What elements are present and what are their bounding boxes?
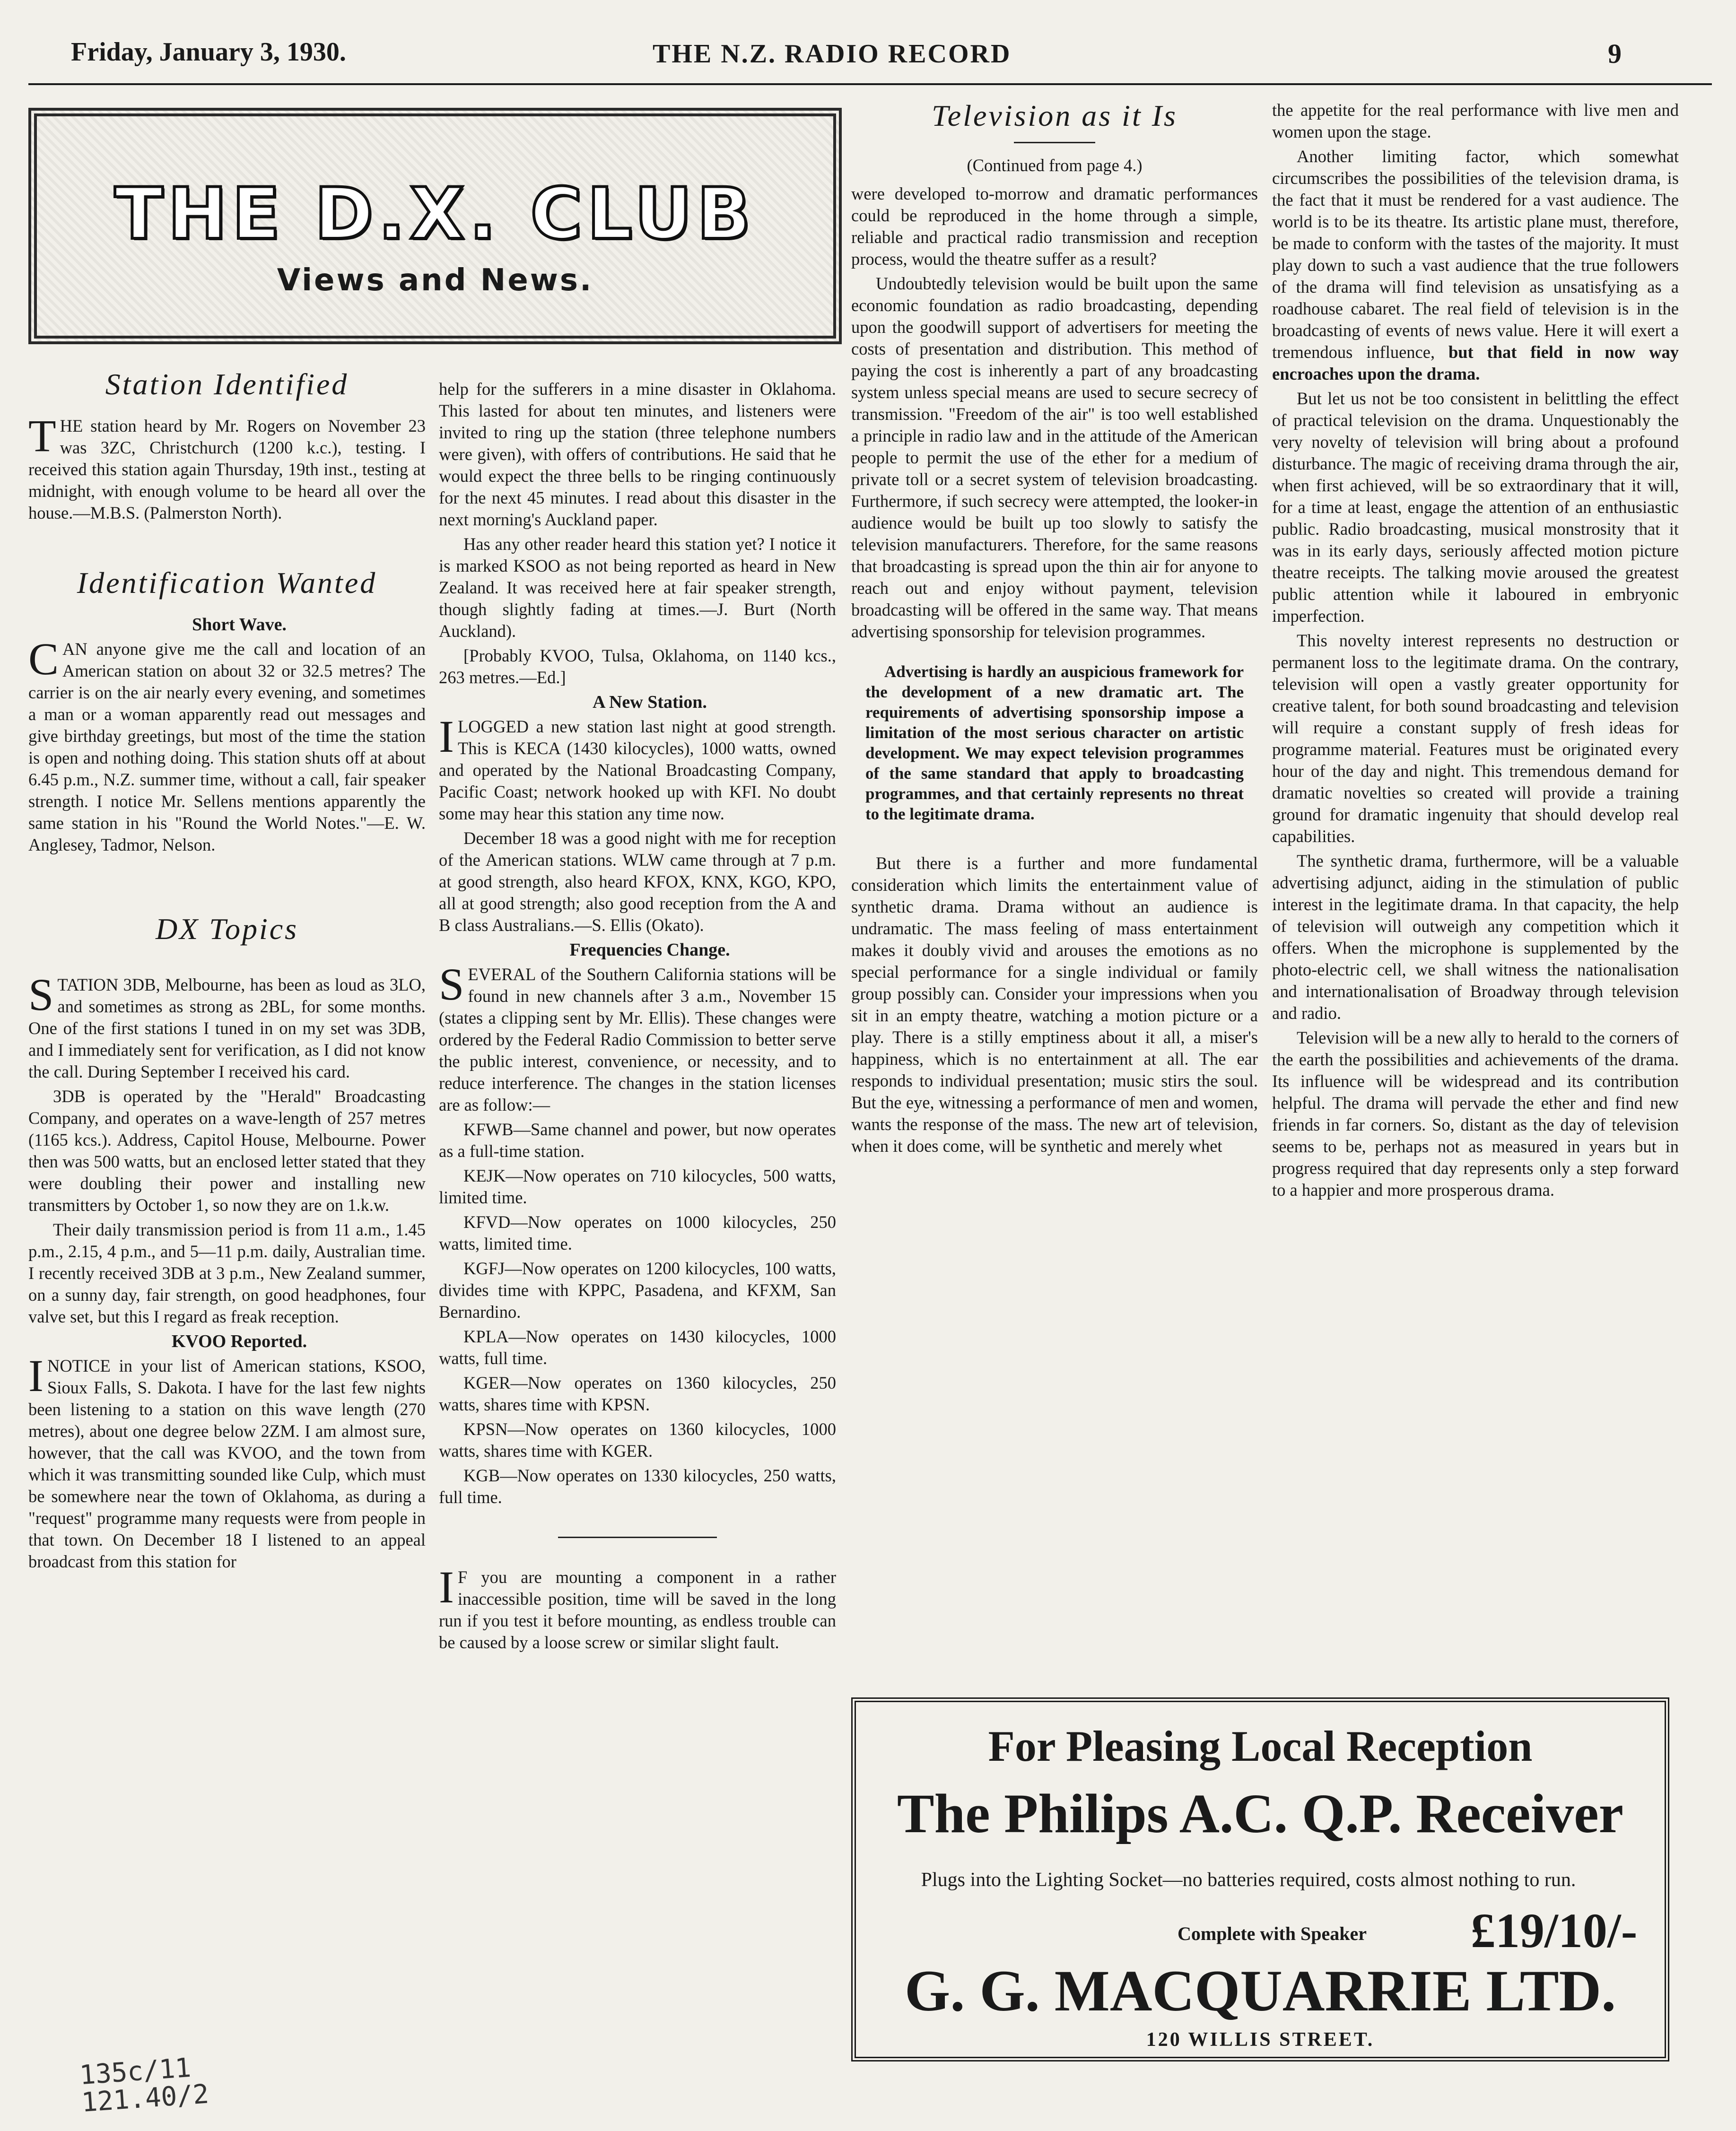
television-text-8: The synthetic drama, furthermore, will be a valuable advertising adjunct, aiding in the stimulation of public interest in the legitimate drama. In that capacity, the help of television will outweigh any competition which it offers. When the microphone is supplemented by the photo-electric cell, we shall witness the nationalisation and internationalisation of Broadway through television and radio. xyxy=(1272,851,1679,1023)
header-rule xyxy=(28,83,1712,85)
editor-note: [Probably KVOO, Tulsa, Oklahoma, on 1140 kcs., 263 metres.—Ed.] xyxy=(439,646,836,687)
frequency-item: KEJK—Now operates on 710 kilocycles, 500 watts, limited time. xyxy=(439,1166,836,1207)
ad-headline: For Pleasing Local Reception xyxy=(988,1722,1533,1770)
column-2 xyxy=(439,378,836,2061)
frequency-item: KGER—Now operates on 1360 kilocycles, 250 watts, shares time with KPSN. xyxy=(439,1373,836,1414)
dx-topics-text-2: 3DB is operated by the "Herald" Broadcasting Company, and operates on a wave-length of 257 metres (1165 kcs.). Address, Capitol House, Melbourne. Power then was 500 watts, but an enclosed letter stated that they were doubling their power and installing new transmitters by October 1, so now they are on 1.k.w. xyxy=(28,1087,426,1215)
column-3 xyxy=(851,99,1258,1674)
subhead-new-station: A New Station. xyxy=(593,692,707,712)
new-station-text-1: ILOGGED a new station last night at good strength. This is KECA (1430 kilocycles), 1000 watts, owned and operated by the National Broadcasting Company, Pacific Coast; network hooked up with KFI. No doubt some may hear this station any time now. xyxy=(439,711,836,823)
television-text-5 xyxy=(1272,146,1679,385)
television-text-2: Undoubtedly television would be built upon the same economic foundation as radio broadcasting, depending upon the goodwill support of advertisers for meeting the costs of presentation and distribution. This method of paying the cost is inherently a part of any broadcasting system unless special means are used to secure secrecy of transmission. "Freedom of the air" is too well established a principle in radio law and in the attitude of the American people to permit the use of the ether for a medium of private toll or a secret system of television broadcasting. Furthermore, if such secrecy were attempted, the looker-in audience would be built up too slowly to satisfy the television manufacturers. Therefore, for the same reasons that broadcasting is spread upon the thin air for anyone to reach out and enjoy without payment, television broadcasting will be offered in the same way. That means advertising sponsorship for television programmes. xyxy=(851,274,1258,641)
mounting-tip-text: IF you are mounting a component in a rather inaccessible position, time will be saved in the long run if you test it before mounting, as endless trouble can be caused by a loose screw or similar slight fault. xyxy=(439,1562,836,1652)
television-text-4: the appetite for the real performance with live men and women upon the stage. xyxy=(1272,100,1679,141)
television-text-3: But there is a further and more fundamental consideration which limits the entertainment value of synthetic drama. Drama without an audience is undramatic. The mass feeling of mass entertainment makes it doubly vivid and arouses the emotions as no special performance for a single individual or family group possibly can. Consider your impressions when you sit in an empty theatre, watching a motion picture or a play. There is a stilly emptiness about it all, a miser's happiness, which is no entertainment at all. The ear responds to individual presentation; music stirs the soul. But the eye, witnessing a performance of men and women, wants the response of the mass. The new art of television, when it does come, will be synthetic and merely whet xyxy=(851,853,1258,1156)
kvoo-continued-text: help for the sufferers in a mine disaster in Oklahoma. This lasted for about ten minutes, and listeners were invited to ring up the station (three telephone numbers were given), with offers of contributions. He said that he would expect the three bells to be ringing continuously for the next 45 minutes. I read about this disaster in the next morning's Auckland paper. xyxy=(439,379,836,529)
frequency-item: KGFJ—Now operates on 1200 kilocycles, 100 watts, divides time with KPPC, Pasadena, and KFXM, San Bernardino. xyxy=(439,1259,836,1322)
frequency-item: KFVD—Now operates on 1000 kilocycles, 250 watts, limited time. xyxy=(439,1212,836,1253)
subhead-kvoo-reported: KVOO Reported. xyxy=(171,1331,307,1351)
header-date: Friday, January 3, 1930. xyxy=(71,37,346,67)
dx-club-subtitle: Views and News. xyxy=(277,263,593,298)
header-page-number: 9 xyxy=(1608,38,1622,69)
pull-quote: Advertising is hardly an auspicious framework for the development of a new dramatic art. The requirements of advertising sponsorship impose a limitation of the most serious character on artistic development. We may expect television programmes of the same standard that apply to broadcasting programmes, and that certainly represents no threat to the legitimate drama. xyxy=(865,662,1244,823)
frequency-item: KPLA—Now operates on 1430 kilocycles, 1000 watts, full time. xyxy=(439,1327,836,1368)
television-text-9: Television will be a new ally to herald to the corners of the earth the possibilities and achievements of the drama. Its influence will be widespread and its contribution helpful. The drama will pervade the ether and find new friends in far corners. So, distant as the day of television seems to be, perhaps not as measured in years but in progress required that day represents only a step forward to a happier and more prosperous drama. xyxy=(1272,1028,1679,1200)
identification-wanted-text: CAN anyone give me the call and location of an American station on about 32 or 32.5 metres? The carrier is on the air nearly every evening, and sometimes a man or a woman apparently read out messages and give birthday greetings, but most of the time the station is open and nothing doing. This station shuts off at about 6.45 p.m., N.Z. summer time, without a call, fair speaker strength. I notice Mr. Sellens mentions apparently the same station in his "Round the World Notes."—E. W. Anglesey, Tadmor, Nelson. xyxy=(28,634,426,854)
column-4 xyxy=(1272,99,1679,1674)
kvoo-question-text: Has any other reader heard this station yet? I notice it is marked KSOO as not being reported as heard in New Zealand. It was received here at fair speaker strength, though slightly fading at times.—J. Burt (North Auckland). xyxy=(439,534,836,641)
station-identified-text: THE station heard by Mr. Rogers on November 23 was 3ZC, Christchurch (1200 k.c.), testing. I received this station again Thursday, 19th inst., testing at midnight, with enough volume to be heard all over the house.—M.B.S. (Palmerston North). xyxy=(28,410,426,522)
heading-rule xyxy=(1014,142,1095,143)
frequency-item: KGB—Now operates on 1330 kilocycles, 250 watts, full time. xyxy=(439,1466,836,1507)
dx-topics-text-1: STATION 3DB, Melbourne, has been as loud as 3LO, and sometimes as strong as 2BL, for some months. One of the first stations I tuned in on my set was 3DB, and I immediately sent for verification, as I did not know the call. During September I received his card. xyxy=(28,969,426,1081)
frequency-item: KFWB—Same channel and power, but now operates as a full-time station. xyxy=(439,1120,836,1161)
television-text-5-main: Another limiting factor, which somewhat circumscribes the possibilities of the television drama, is the fact that it must be rendered for a vast audience. The world is to be its theatre. Its artistic plane must, therefore, be made to conform with the tastes of the majority. It must play down to such a vast audience that the true followers of the drama will find television as unsatisfying as a roadhouse cabaret. The real field of television is in the broadcasting of events of news value. Here it will exert a tremendous influence, xyxy=(1272,147,1679,362)
dx-topics-text-3: Their daily transmission period is from 11 a.m., 1.45 p.m., 2.15, 4 p.m., and 5—11 p.m. daily, Australian time. I recently received 3DB at 3 p.m., New Zealand summer, on a sunny day, fair strength, on good headphones, four valve set, but this I regard as freak reception. xyxy=(28,1220,426,1326)
section-divider xyxy=(558,1537,717,1538)
ad-price: £19/10/- xyxy=(1471,1904,1638,1958)
ad-address: 120 WILLIS STREET. xyxy=(1146,2029,1375,2051)
subhead-short-wave: Short Wave. xyxy=(192,615,287,635)
television-text-6: But let us not be too consistent in belittling the effect of practical television on the drama. Unquestionably the very novelty of television will bring about a profound disturbance. The magic of receiving drama through the air, when first achieved, will be so extraordinary that it will, for a time at least, engage the attention of an enthusiastic public. Radio broadcasting, musical monstrosity that it was in its early days, seriously affected motion picture theatre receipts. The talking movie aroused the greatest public attention while it laboured in embryonic imperfection. xyxy=(1272,389,1679,626)
handwritten-margin-note: 135c/11 121.40/2 xyxy=(79,2052,210,2119)
heading-dx-topics: DX Topics xyxy=(155,912,299,946)
ad-description: Plugs into the Lighting Socket—no batteries required, costs almost nothing to run. xyxy=(921,1869,1576,1891)
television-text-1: were developed to-morrow and dramatic performances could be reproduced in the home through a simple, reliable and practical radio transmission and reception process, would the theatre suffer as a result? xyxy=(851,184,1258,269)
dx-club-title: THE D.X. CLUB xyxy=(114,173,756,255)
frequency-item: KPSN—Now operates on 1360 kilocycles, 1000 watts, shares time with KGER. xyxy=(439,1419,836,1461)
subhead-frequencies-change: Frequencies Change. xyxy=(569,940,730,960)
ad-with-speaker: Complete with Speaker xyxy=(1178,1923,1367,1944)
heading-identification-wanted: Identification Wanted xyxy=(77,566,377,600)
heading-television-as-it-is: Television as it Is xyxy=(932,99,1178,132)
ad-product-name: The Philips A.C. Q.P. Receiver xyxy=(897,1783,1624,1844)
column-1 xyxy=(28,359,426,2061)
continued-note: (Continued from page 4.) xyxy=(967,156,1143,175)
frequencies-change-text: SEVERAL of the Southern California stations will be found in new channels after 3 a.m., November 15 (states a clipping sent by Mr. Ellis). These changes were ordered by the Federal Radio Commission to better serve the public interest, convenience, or necessity, and to reduce interference. The changes in the station licenses are as follow:— xyxy=(439,959,836,1114)
heading-station-identified: Station Identified xyxy=(105,367,349,401)
television-text-5-bold: but that field in now way encroaches upon the drama. xyxy=(1272,342,1679,383)
philips-advertisement xyxy=(851,1697,1669,2061)
television-text-7: This novelty interest represents no destruction or permanent loss to the legitimate drama. On the contrary, television will open a vastly greater opportunity for creative talent, for both sound broadcasting and television will require a constant supply of fresh ideas for programme material. Features must be originated every hour of the day and night. This tremendous demand for dramatic novelties so created will provide a training ground for dramatic ingenuity that should develop real capabilities. xyxy=(1272,631,1679,846)
ad-company: G. G. MACQUARRIE LTD. xyxy=(904,1958,1616,2023)
dx-club-banner xyxy=(28,108,842,344)
header-publication: THE N.Z. RADIO RECORD xyxy=(653,39,1012,69)
kvoo-reported-text: INOTICE in your list of American stations, KSOO, Sioux Falls, S. Dakota. I have for the last few nights been listening to a station on this wave length (270 metres), about one degree below 2ZM. I am almost sure, however, that the call was KVOO, and the town from which it was transmitting sounded like Culp, which must be somewhere near the town of Oklahoma, as during a "request" programme many requests were from people in that town. On December 18 I listened to an appeal broadcast from this station for xyxy=(28,1350,426,1571)
new-station-text-2: December 18 was a good night with me for reception of the American stations. WLW came through at 7 p.m. at good strength, also heard KFOX, KNX, KGO, KPO, all at good strength; also good reception from the A and B class Australians.—S. Ellis (Okato). xyxy=(439,828,836,935)
